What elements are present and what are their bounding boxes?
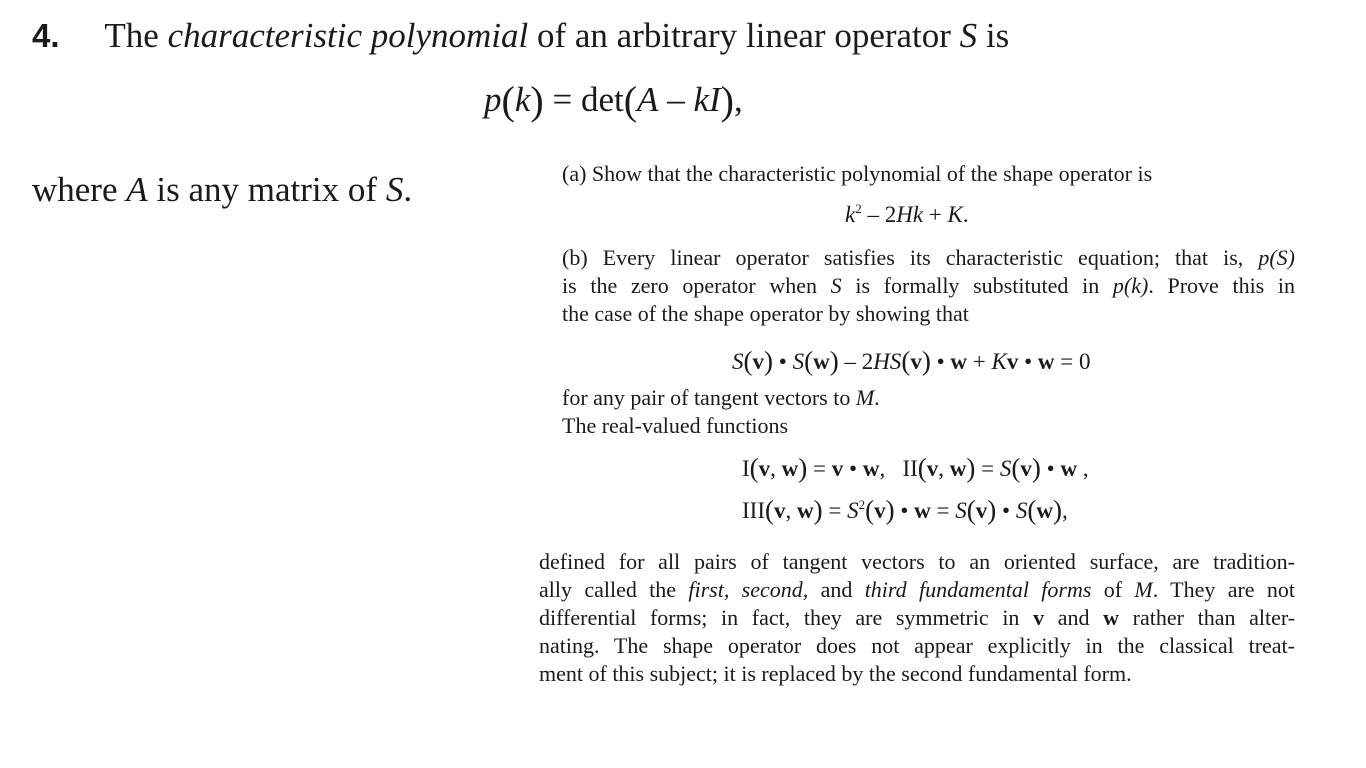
tp-end: .	[874, 385, 880, 410]
eq-matrix: A	[637, 80, 659, 119]
p2-and: and	[820, 577, 853, 602]
p3-w: w	[1103, 605, 1120, 630]
where-clause	[32, 170, 412, 210]
p2-pre: ally called the	[539, 577, 677, 602]
part-a-text: (a) Show that the characteristic polynomial of the shape operator is	[562, 161, 1153, 186]
part-b-paragraph	[562, 244, 1295, 328]
para-line-4: nating. The shape operator does not appear explicitly in the classical treat-	[539, 633, 1295, 658]
fa-minus2: – 2	[867, 202, 897, 227]
part-a-formula	[845, 201, 969, 229]
part-b-line-1	[562, 244, 1295, 272]
p3-end: rather than alter-	[1132, 605, 1296, 630]
where-pre: where	[32, 170, 118, 209]
forms-intro: The real-valued functions	[562, 413, 789, 438]
eq-det: det	[580, 80, 624, 119]
fa-k: k	[845, 202, 856, 227]
eq-kI: kI	[693, 80, 721, 119]
p2-first: first, second,	[688, 577, 809, 602]
eq-var: k	[514, 80, 531, 119]
eq-minus: –	[667, 80, 685, 119]
intro-text-post: of an arbitrary linear operator	[536, 16, 951, 55]
problem-number: 4.	[32, 17, 60, 54]
p2-third: third fundamental forms	[864, 577, 1092, 602]
p3-pre: differential forms; in fact, they are symmetric in	[539, 605, 1020, 630]
tangent-pair-line	[562, 384, 880, 412]
pb-l1-pre: (b) Every linear operator satisfies its characteristic equation; that is,	[562, 245, 1244, 270]
intro-var: S	[959, 16, 978, 55]
pb-l2-pk: p(k)	[1112, 273, 1149, 298]
where-end: .	[403, 170, 413, 209]
p2-M: M	[1134, 577, 1153, 602]
pb-l2-pre: is the zero operator when	[562, 273, 817, 298]
pb-l2-S: S	[830, 273, 842, 298]
intro-text-pre: The	[104, 16, 159, 55]
para-line-5: ment of this subject; it is replaced by the second fundamental form.	[539, 661, 1132, 686]
pb-l1-pS: p(S)	[1258, 245, 1296, 270]
where-A: A	[126, 170, 148, 209]
fa-end: .	[962, 202, 969, 227]
forms-equation-2: III(v, $w) = S^2(v)$ • w = S(v) • S(w),	[742, 495, 1068, 525]
p3-and: and	[1057, 605, 1090, 630]
fundamental-forms-paragraph	[539, 548, 1295, 688]
p3-v: v	[1033, 605, 1045, 630]
fa-Hk: Hk	[896, 202, 924, 227]
eq-fn: p	[484, 80, 502, 119]
where-mid: is any matrix of	[156, 170, 378, 209]
p2-of: of	[1103, 577, 1123, 602]
pb-l2-mid: is formally substituted in	[855, 273, 1100, 298]
part-b-line-2	[562, 272, 1295, 300]
eq-sign: =	[552, 80, 573, 119]
para-line-3	[539, 604, 1295, 632]
fa-exp: 2	[855, 201, 862, 216]
fa-plus: +	[928, 202, 942, 227]
para-line-1: defined for all pairs of tangent vectors to an oriented surface, are tradition-	[539, 549, 1295, 574]
forms-equation-1: I(v, w) = v • w, II(v, w) = S(v) • w ,	[742, 453, 1089, 483]
intro-term: characteristic polynomial	[167, 16, 529, 55]
fa-K: K	[947, 202, 963, 227]
tp-M: M	[855, 385, 875, 410]
where-S: S	[385, 170, 404, 209]
shape-operator-identity: S(v) • S(w) – 2HS(v) • w + Kv • w = 0	[732, 346, 1091, 376]
part-b-line-3: the case of the shape operator by showing that	[562, 301, 969, 326]
para-line-2	[539, 576, 1295, 604]
p2-end: . They are not	[1152, 577, 1296, 602]
tp-pre: for any pair of tangent vectors to	[562, 385, 851, 410]
intro-text-end: is	[985, 16, 1010, 55]
char-poly-equation: p(k) = det(A – kI),	[484, 78, 743, 123]
pb-l2-end: . Prove this in	[1148, 273, 1296, 298]
problem-heading	[32, 16, 1009, 56]
eq-trail: ,	[733, 80, 743, 119]
